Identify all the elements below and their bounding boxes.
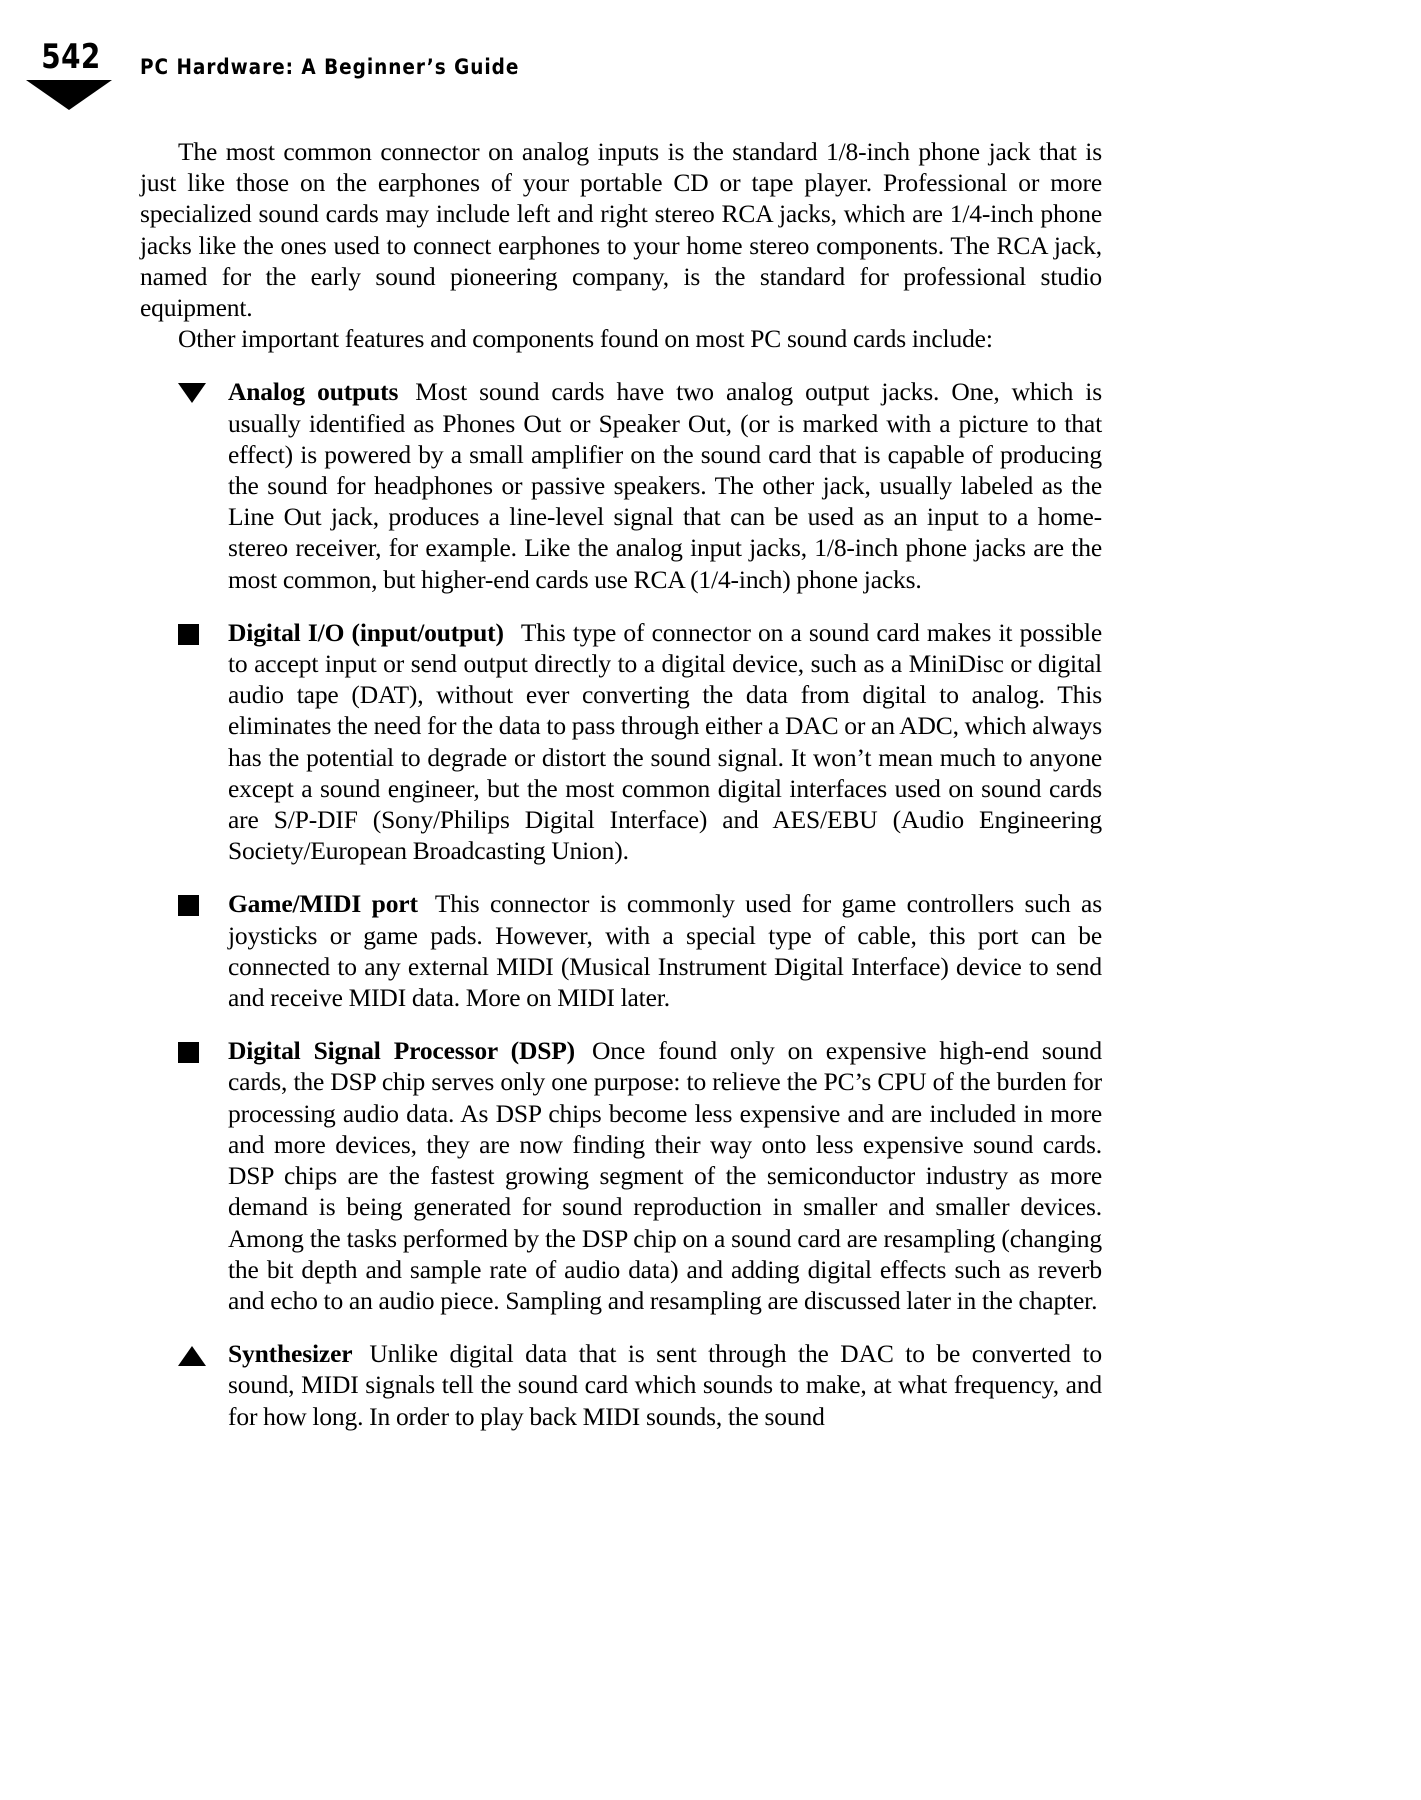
list-item [140, 1338, 1102, 1432]
paragraph-2: Other important features and components found on most PC sound cards include: [178, 324, 993, 354]
list-item-text: Once found only on expensive high-end sound cards, the DSP chip serves only one purpose: to relieve the PC’s CPU of the burden for processing audio data. As DSP chips become less expensive and are included in more and more devices, they are now finding their way onto less expensive sound cards. DSP chips are the fastest growing segment of the semiconductor industry as more demand is being generated for sound reproduction in smaller and smaller devices. Among the tasks performed by the DSP chip on a sound card are resampling (changing the bit depth and sample rate of audio data) and adding digital effects such as reverb and echo to an audio piece. Sampling and resampling are discussed later in the chapter. [228, 1036, 1102, 1315]
list-item-text: Unlike digital data that is sent through the DAC to be converted to sound, MIDI signals tell the sound card which sounds to make, at what frequency, and for how long. In order to play back MIDI sounds, the sound [228, 1339, 1102, 1431]
page-number: 542 [41, 37, 101, 77]
list-item [140, 888, 1102, 1013]
list-item [140, 1035, 1102, 1316]
square-marker-icon [178, 1035, 212, 1066]
paragraph-1: The most common connector on analog inputs is the standard 1/8-inch phone jack that is just like those on the earphones of your portable CD or tape player. Professional or more specialized sound cards may include left and right stereo RCA jacks, which are 1/4-inch phone jacks like the ones used to connect earphones to your home stereo components. The RCA jack, named for the early sound pioneering company, is the standard for professional studio equipment. [140, 137, 1102, 323]
list-item-term: Digital I/O (input/output) [228, 617, 504, 647]
list-item-body [228, 1035, 1102, 1316]
folio-wedge-icon [26, 80, 112, 110]
running-head [0, 0, 1421, 120]
list-item-term: Digital Signal Processor (DSP) [228, 1036, 576, 1066]
down-triangle-marker-icon [178, 376, 212, 407]
feature-list [140, 376, 1102, 1431]
list-item-text: This connector is commonly used for game controllers such as joysticks or game pads. However, with a special type of cable, this port can be connected to any external MIDI (Musical Instrument Digital Interface) device to send and receive MIDI data. More on MIDI later. [228, 889, 1102, 1013]
list-item-body [228, 617, 1102, 867]
up-triangle-marker-icon [178, 1338, 212, 1369]
book-title: PC Hardware: A Beginner’s Guide [140, 55, 520, 79]
list-item [140, 376, 1102, 594]
list-item-text: Most sound cards have two analog output jacks. One, which is usually identified as Phones Out or Speaker Out, (or is marked with a picture to that effect) is powered by a small amplifier on the sound card that is capable of producing the sound for headphones or passive speakers. The other jack, usually labeled as the Line Out jack, produces a line-level signal that can be used as an input to a home-stereo receiver, for example. Like the analog input jacks, 1/8-inch phone jacks are the most common, but higher-end cards use RCA (1/4-inch) phone jacks. [228, 377, 1102, 594]
list-item-term: Game/MIDI port [228, 889, 418, 919]
list-item-term: Analog outputs [228, 377, 399, 407]
list-item [140, 617, 1102, 867]
square-marker-icon [178, 617, 212, 648]
list-item-text: This type of connector on a sound card makes it possible to accept input or send output directly to a digital device, such as a MiniDisc or digital audio tape (DAT), without ever converting the data from digital to analog. This eliminates the need for the data to pass through either a DAC or an ADC, which always has the potential to degrade or distort the sound signal. It won’t mean much to anyone except a sound engineer, but the most common digital interfaces used on sound cards are S/P-DIF (Sony/Philips Digital Interface) and AES/EBU (Audio Engineering Society/European Broadcasting Union). [228, 617, 1102, 866]
text-column [140, 136, 1102, 1432]
list-item-body [228, 888, 1102, 1013]
square-marker-icon [178, 888, 212, 919]
list-item-term: Synthesizer [228, 1339, 353, 1369]
list-item-body [228, 376, 1102, 594]
list-item-body [228, 1338, 1102, 1432]
folio-block [28, 38, 114, 76]
